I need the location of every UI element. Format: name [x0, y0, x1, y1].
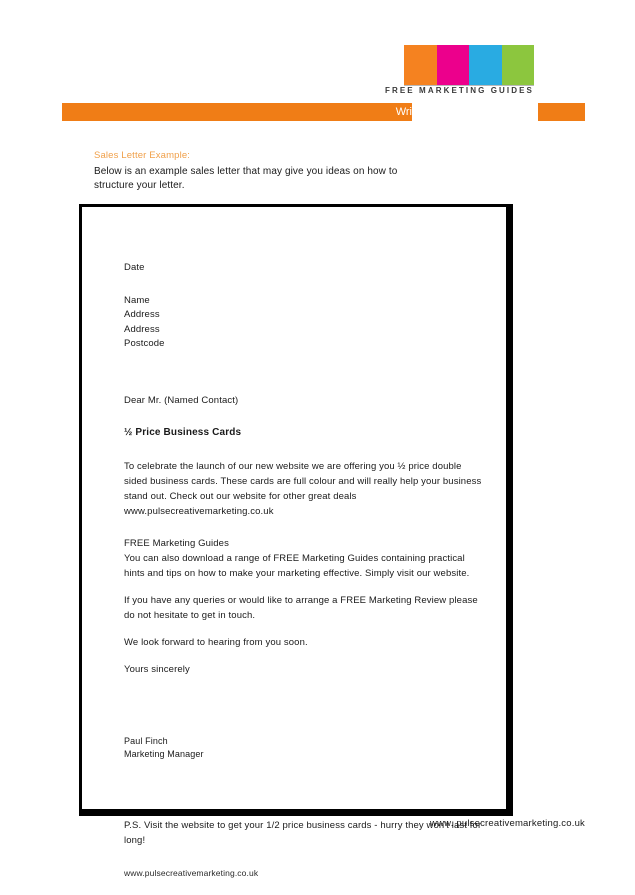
letter-paragraph-2: You can also download a range of FREE Marketing Guides containing practical hints and tips on how to make your marketing effective. Simply visit our website.	[124, 553, 470, 579]
letter-paragraph-4: We look forward to hearing from you soon.	[124, 637, 308, 648]
spacer	[124, 848, 482, 866]
letter-headline: ½ Price Business Cards	[124, 427, 242, 438]
letter-website: www.pulsecreativemarketing.co.uk	[124, 868, 259, 878]
orange-banner	[0, 103, 635, 121]
letter-closing: Yours sincerely	[124, 664, 190, 675]
spacer	[124, 623, 482, 635]
letter-paragraph-3: If you have any queries or would like to arrange a FREE Marketing Review please do not hesitate to get in touch.	[124, 595, 478, 621]
spacer	[124, 408, 482, 426]
spacer	[124, 441, 482, 459]
signer-name: Paul Finch	[124, 736, 168, 746]
letter-postscript: P.S. Visit the website to get your 1/2 price business cards - hurry they won't last for long!	[124, 820, 482, 846]
brand-color-blocks	[404, 45, 534, 85]
spacer	[124, 581, 482, 593]
intro-block	[94, 150, 414, 193]
brand-caption: FREE MARKETING GUIDES	[385, 86, 534, 95]
brand-block-green	[502, 45, 535, 85]
letter-body	[124, 261, 482, 881]
letter-frame	[79, 204, 513, 878]
spacer	[124, 761, 482, 819]
brand-block-blue	[469, 45, 502, 85]
guides-heading: FREE Marketing Guides	[124, 537, 229, 549]
banner-title-text: Wri	[395, 106, 412, 118]
brand-block-magenta	[437, 45, 470, 85]
brand-block-orange	[404, 45, 437, 85]
letter-salutation: Dear Mr. (Named Contact)	[124, 394, 239, 406]
letter-paragraph-1: To celebrate the launch of our new website we are offering you ½ price double sided business cards. These cards are full colour and will really help your business stand out. Check out our website for other great deals www.pulsecreativemarketing.co.uk	[124, 460, 482, 517]
spacer	[124, 650, 482, 662]
spacer	[124, 519, 482, 537]
address-line-2: Address	[124, 309, 160, 320]
intro-body: Below is an example sales letter that may give you ideas on how to structure your letter.	[94, 166, 398, 191]
intro-title: Sales Letter Example:	[94, 150, 191, 161]
spacer	[124, 276, 482, 294]
banner-segment-tail	[538, 103, 585, 121]
address-line-3: Address	[124, 323, 160, 335]
address-line-4: Postcode	[124, 338, 165, 349]
spacer	[124, 352, 482, 394]
letter-date: Date	[124, 262, 145, 273]
footer-url: www. pulsecreativemarketing.co.uk	[430, 818, 585, 829]
spacer	[124, 677, 482, 735]
signer-title: Marketing Manager	[124, 749, 204, 759]
address-line-1: Name	[124, 294, 150, 306]
